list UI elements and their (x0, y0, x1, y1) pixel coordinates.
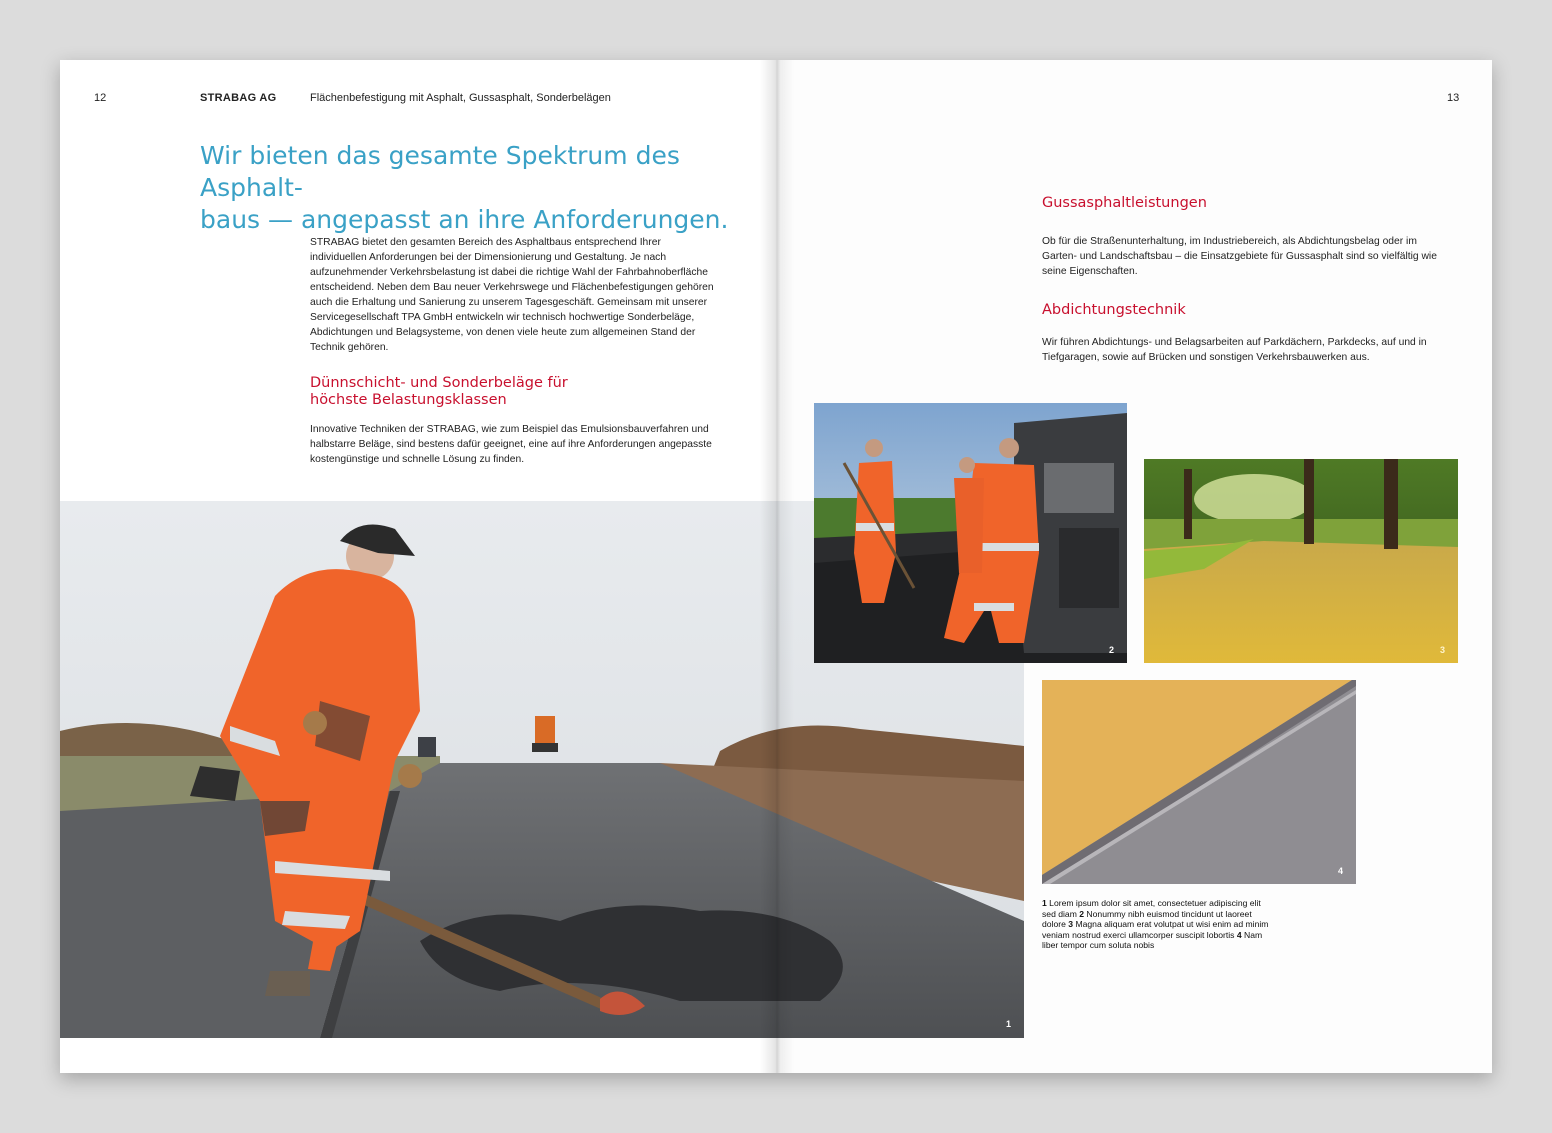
caption-text-1: Lorem ipsum dolor sit amet, consectetuer adipiscing elit sed diam (1042, 898, 1261, 919)
brand-name: STRABAG AG (200, 92, 277, 104)
photo-surface-detail (1042, 680, 1356, 884)
caption-number-2: 2 (1079, 908, 1085, 919)
page-number-left: 12 (94, 92, 107, 104)
photo-park-path (1144, 459, 1458, 663)
section-title-abdichtung: Abdichtungstechnik (1042, 302, 1186, 318)
photo-number-2: 2 (1109, 645, 1115, 655)
subhead (310, 375, 568, 409)
photo-workers-paver (814, 403, 1127, 663)
photo-caption (1042, 898, 1274, 951)
caption-number-3: 3 (1068, 919, 1074, 929)
section-text-gussasphalt: Ob für die Straßenunterhaltung, im Industriebereich, als Abdichtungsbelag oder im Garten- und Landschaftsbau – die Einsatzgebiete für Gussasphalt sind so vielfältig wie seine Eigenschaften. (1042, 236, 1437, 277)
headline (200, 140, 760, 236)
caption-text-3: Magna aliquam erat volutpat ut wisi enim ad minim veniam nostrud exerci ullamcorper suscipit lobortis (1042, 919, 1269, 940)
headline-line-2: baus — angepasst an ihre Anforderungen. (200, 205, 729, 234)
subhead-line-1: Dünnschicht- und Sonderbeläge für (310, 375, 568, 391)
caption-number-4: 4 (1236, 929, 1242, 940)
section-text-abdichtung: Wir führen Abdichtungs- und Belagsarbeiten auf Parkdächern, Parkdecks, auf und in Tiefgaragen, sowie auf Brücken und sonstigen Verkehrsbauwerken aus. (1042, 337, 1427, 363)
subhead-line-2: höchste Belastungsklassen (310, 392, 507, 408)
caption-text-2: Nonummy nibh euismod tincidunt ut laoreet dolore (1042, 908, 1252, 929)
intro-paragraph: STRABAG bietet den gesamten Bereich des Asphaltbaus entsprechend Ihrer individuellen Anforderungen bei der Dimensionierung und Gestaltung. Je nach aufzunehmender Verkehrsbelastung ist dabei die richtige Wahl der Fahrbahnoberfläche entscheidend. Neben dem Bau neuer Verkehrswege und Flächenbefestigungen gehören auch die Erhaltung und Sanierung zu unserem Tagesgeschäft. Gemeinsam mit unserer Servicegesellschaft TPA GmbH entwickeln wir technisch hochwertige Sonderbeläge, Abdichtungen und Belagsysteme, von denen viele heute zum allgemeinen Stand der Technik gehören. (310, 237, 714, 353)
page-number-right: 13 (1447, 92, 1460, 104)
photo-number-3: 3 (1440, 645, 1446, 655)
caption-text-4: Nam liber tempor cum soluta nobis (1042, 929, 1263, 950)
caption-number-1: 1 (1042, 898, 1047, 908)
brochure-spread (60, 60, 1492, 1073)
sub-paragraph: Innovative Techniken der STRABAG, wie zum Beispiel das Emulsionsbauverfahren und halbstarre Beläge, sind bestens dafür geeignet, eine auf ihre Anforderungen angepasste kostengünstige und schnelle Lösung zu finden. (310, 424, 712, 465)
photo-number-4: 4 (1338, 866, 1344, 876)
photo-number-1: 1 (1006, 1019, 1012, 1029)
headline-line-1: Wir bieten das gesamte Spektrum des Asphalt- (200, 141, 680, 202)
section-title-gussasphalt: Gussasphaltleistungen (1042, 195, 1207, 211)
running-title: Flächenbefestigung mit Asphalt, Gussasphalt, Sonderbelägen (310, 92, 611, 104)
